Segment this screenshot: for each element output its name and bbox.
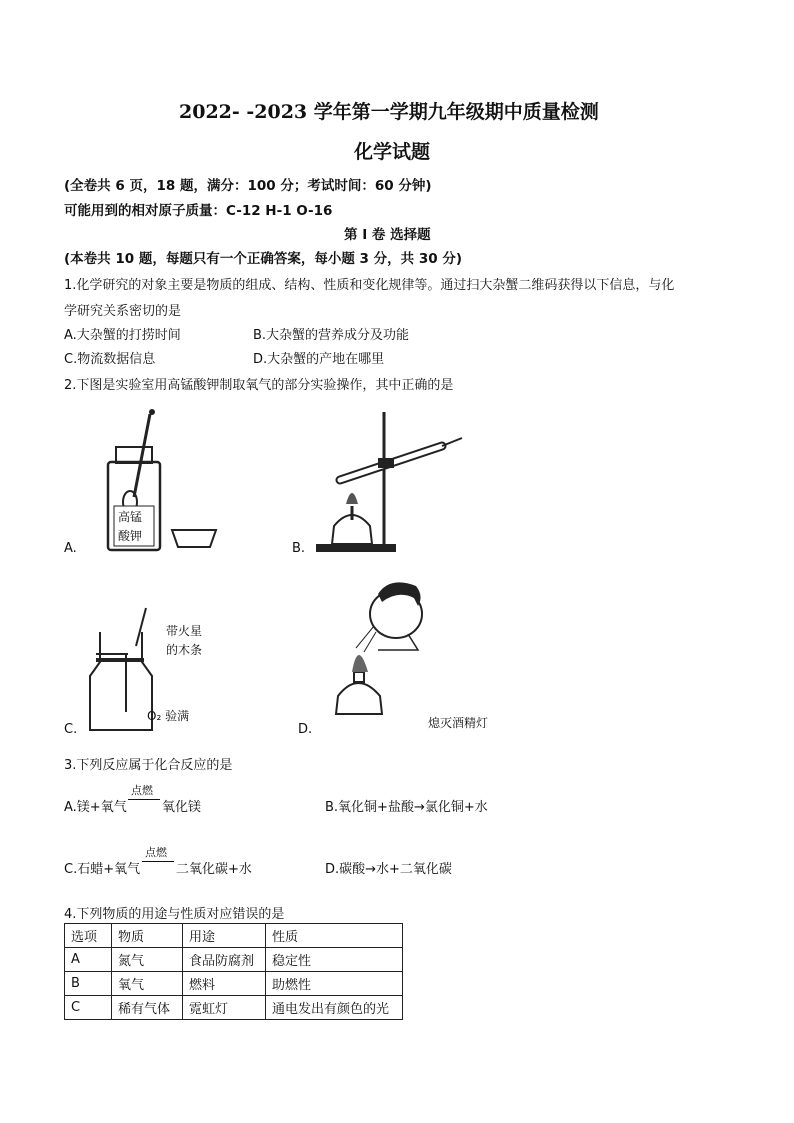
table-row bbox=[65, 948, 403, 972]
figure-c-label: C. bbox=[64, 722, 78, 737]
q1-stem-line2: 学研究关系密切的是 bbox=[64, 304, 182, 319]
table-cell: 稳定性 bbox=[266, 948, 403, 972]
exam-subtitle: 化学试题 bbox=[354, 141, 431, 163]
q3-option-c-right: 二氧化碳+水 bbox=[176, 862, 252, 877]
figure-d-label: D. bbox=[298, 722, 313, 737]
table-row bbox=[65, 972, 403, 996]
lamp-caption: 熄灭酒精灯 bbox=[428, 716, 489, 730]
table-row bbox=[65, 996, 403, 1020]
table-cell: 稀有气体 bbox=[112, 996, 183, 1020]
table-cell: B bbox=[65, 972, 112, 996]
table-cell: 食品防腐剂 bbox=[183, 948, 266, 972]
q3-option-d: D.碳酸→水+二氧化碳 bbox=[325, 862, 452, 877]
jar-label-line2: 酸钾 bbox=[118, 529, 143, 543]
q4-stem: 4.下列物质的用途与性质对应错误的是 bbox=[64, 907, 285, 922]
table-cell: 氧气 bbox=[112, 972, 183, 996]
q2-stem: 2.下图是实验室用高锰酸钾制取氧气的部分实验操作，其中正确的是 bbox=[64, 378, 454, 393]
table-cell: 通电发出有颜色的光 bbox=[266, 996, 403, 1020]
q3-a-condition: 点燃 bbox=[131, 784, 153, 797]
q1-option-b: B.大杂蟹的营养成分及功能 bbox=[253, 328, 410, 343]
q3-option-c-left: C.石蜡+氧气 bbox=[64, 862, 141, 877]
atomic-mass-line: 可能用到的相对原子质量：C-12 H-1 O-16 bbox=[64, 203, 333, 219]
table-header-cell: 性质 bbox=[266, 924, 403, 948]
table-header-row bbox=[65, 924, 403, 948]
q1-option-c: C.物流数据信息 bbox=[64, 352, 156, 367]
figure-b-heating-apparatus bbox=[312, 408, 472, 558]
table-cell: 氮气 bbox=[112, 948, 183, 972]
jar-label-line1: 高锰 bbox=[118, 510, 143, 524]
table-cell: C bbox=[65, 996, 112, 1020]
figure-b-label: B. bbox=[292, 541, 306, 556]
table-header-cell: 物质 bbox=[112, 924, 183, 948]
o2-label: O₂ 验满 bbox=[147, 709, 190, 723]
q1-option-a: A.大杂蟹的打捞时间 bbox=[64, 328, 181, 343]
table-cell: A bbox=[65, 948, 112, 972]
splint-label-line2: 的木条 bbox=[166, 643, 203, 657]
q3-option-a-right: 氧化镁 bbox=[162, 800, 202, 815]
figure-d-blowing-lamp bbox=[318, 576, 518, 726]
table-cell: 霓虹灯 bbox=[183, 996, 266, 1020]
table-cell: 燃料 bbox=[183, 972, 266, 996]
section-note: (本卷共 10 题，每题只有一个正确答案，每小题 3 分，共 30 分) bbox=[64, 251, 463, 267]
q3-a-arrow bbox=[128, 799, 160, 800]
q3-option-b: B.氧化铜+盐酸→氯化铜+水 bbox=[325, 800, 488, 815]
table-header-cell: 选项 bbox=[65, 924, 112, 948]
section-title: 第 Ⅰ 卷 选择题 bbox=[344, 227, 431, 243]
q1-stem-line1: 1.化学研究的对象主要是物质的组成、结构、性质和变化规律等。通过扫大杂蟹二维码获得以下信息，与化 bbox=[64, 278, 675, 293]
q4-table bbox=[64, 923, 403, 1020]
q3-c-arrow bbox=[142, 861, 174, 862]
q3-option-a-left: A.镁+氧气 bbox=[64, 800, 127, 815]
exam-title: 2022- -2023 学年第一学期九年级期中质量检测 bbox=[179, 101, 599, 123]
table-header-cell: 用途 bbox=[183, 924, 266, 948]
splint-label-line1: 带火星 bbox=[166, 624, 203, 638]
figure-a-label: A. bbox=[64, 541, 77, 556]
exam-info: (全卷共 6 页，18 题，满分：100 分；考试时间：60 分钟) bbox=[64, 178, 432, 194]
q3-c-condition: 点燃 bbox=[145, 846, 167, 859]
table-cell: 助燃性 bbox=[266, 972, 403, 996]
q1-option-d: D.大杂蟹的产地在哪里 bbox=[253, 352, 385, 367]
q3-stem: 3.下列反应属于化合反应的是 bbox=[64, 758, 233, 773]
